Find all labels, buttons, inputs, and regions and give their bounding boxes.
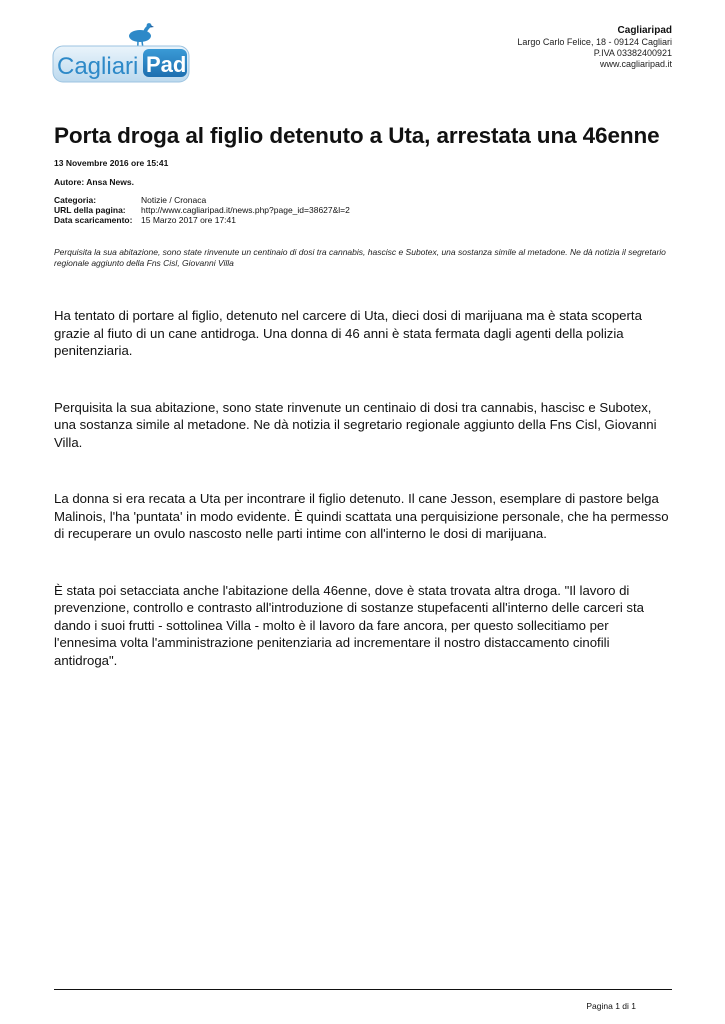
cagliaripad-logo [50,22,192,86]
article-summary: Perquisita la sua abitazione, sono state rinvenute un centinaio di dosi tra cannabis, hascisc e Subotex, una sostanza simile al metadone. Ne dà notizia il segretario regionale aggiunto della Fns Cisl, Giovanni Villa [54,247,666,268]
company-address: Largo Carlo Felice, 18 - 09124 Cagliari [517,37,672,47]
meta-row-url [54,205,350,215]
company-name: Cagliaripad [617,25,672,36]
meta-url-link[interactable]: http://www.cagliaripad.it/news.php?page_id=38627&l=2 [141,205,350,215]
meta-row-category [54,195,350,205]
meta-key: URL della pagina: [54,205,126,215]
logo-graphic [50,22,192,86]
footer-divider [54,989,672,990]
article-paragraph: Perquisita la sua abitazione, sono state rinvenute un centinaio di dosi tra cannabis, hascisc e Subotex, una sostanza simile al metadone. Ne dà notizia il segretario regionale aggiunto della Fns Cisl, Giovanni Villa. [54,399,657,450]
page-number: Pagina 1 di 1 [586,1001,636,1011]
article-paragraph: La donna si era recata a Uta per incontrare il figlio detenuto. Il cane Jesson, esemplare di pastore belga Malinois, l'ha 'puntata' in modo evidente. È quindi scattata una perquisizione personale, che ha permesso di recuperare un ovulo nascosto nelle parti intime con all'interno le dosi di marijuana. [54,491,669,541]
article-paragraph: Ha tentato di portare al figlio, detenuto nel carcere di Uta, dieci dosi di marijuana ma è stata scoperta grazie al fiuto di un cane antidroga. Una donna di 46 anni è stata fermata dagli agenti della polizia penitenziaria. [54,308,642,358]
logo-text-accent: Pad [146,52,187,77]
meta-row-download-date [54,215,350,225]
article-body [54,307,674,708]
logo-text-main: Cagliari [57,53,139,80]
company-website[interactable]: www.cagliaripad.it [599,59,672,69]
company-info [517,24,672,70]
meta-value: Notizie / Cronaca [141,195,207,205]
meta-key: Categoria: [54,195,97,205]
article-paragraph: È stata poi setacciata anche l'abitazione della 46enne, dove è stata trovata altra droga. "Il lavoro di prevenzione, controllo e contrasto all'introduzione di sostanze stupefacenti all'interno delle carceri sta dando i suoi frutti - sottolinea Villa - molto è il lavoro da fare ancora, per questo sollecitiamo per l'ennesima volta l'amministrazione penitenziaria ad incrementare il nostro distaccamento cinofili antidroga". [54,582,645,668]
article-title: Porta droga al figlio detenuto a Uta, arrestata una 46enne [54,123,660,148]
company-vat: P.IVA 03382400921 [593,48,672,58]
article-author: Autore: Ansa News. [54,177,134,187]
meta-key: Data scaricamento: [54,215,133,225]
article-date: 13 Novembre 2016 ore 15:41 [54,158,169,168]
meta-value: 15 Marzo 2017 ore 17:41 [141,215,236,225]
article-meta [54,195,350,225]
